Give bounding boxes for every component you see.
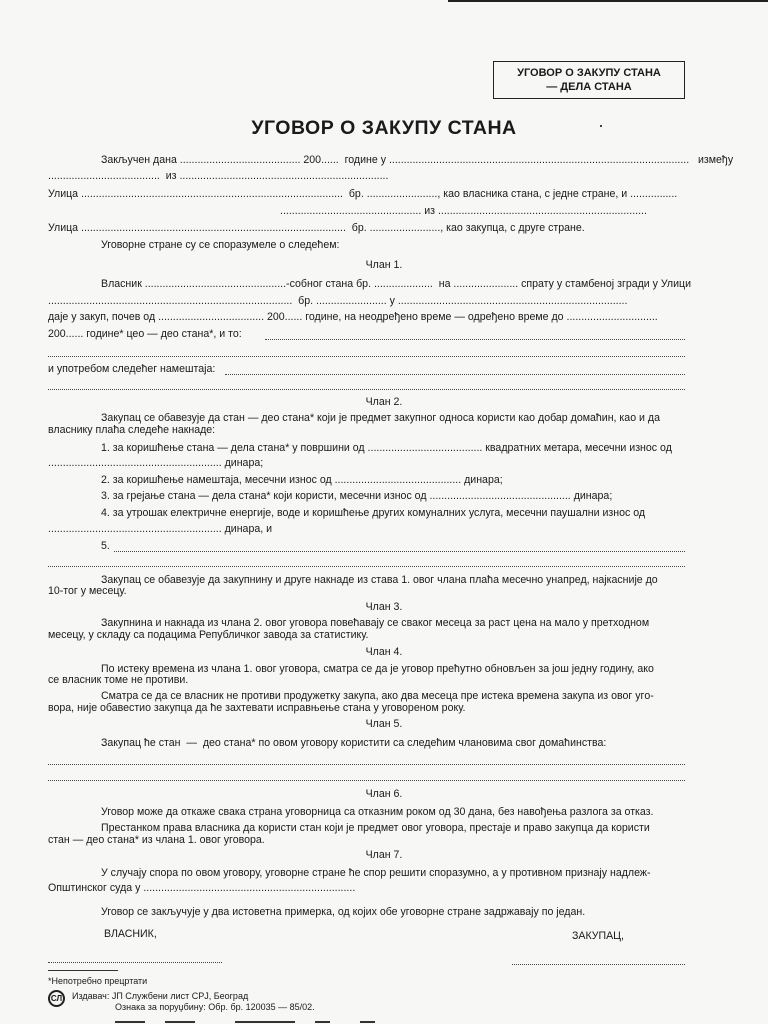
bottom-edge-mark (165, 1021, 195, 1023)
intro-street-1: Улица ......................................................................................... бр. ........................, као власника стана, с једне стране, и ................ (48, 188, 678, 200)
tenant-signature-label: ЗАКУПАЦ, (572, 930, 624, 942)
article-6-heading: Члан 6. (365, 788, 403, 800)
article-2-item-5: 5. (101, 540, 110, 552)
intro-concluded: Закључен дана ......................................... 200...... године у ...................................................................................................... између (101, 154, 734, 166)
header-box (493, 61, 685, 99)
article-3-heading: Члан 3. (365, 601, 403, 613)
footnote-rule (48, 970, 118, 971)
article-6-line-2: Престанком права власника да користи стан који је предмет овог уговора, престаје и право закупца да користи (101, 822, 650, 834)
fill-line (48, 764, 685, 765)
article-2-pay-1: Закупац се обавезује да закупнину и друге накнаде из става 1. овог члана плаћа месечно унапред, најкасније до (101, 574, 658, 586)
article-6-line-3: стан — део стана* из члана 1. овог уговора. (48, 834, 265, 846)
document-title: УГОВОР О ЗАКУПУ СТАНА (251, 117, 517, 139)
bottom-edge-mark (235, 1021, 295, 1023)
fill-line (48, 356, 685, 357)
intro-street-2: Улица .......................................................................................... бр. ........................, као закупца, с друге стране. (48, 222, 585, 234)
intro-from-2: ................................................ из ....................................................................... (280, 205, 647, 217)
order-code-line: Ознака за поруџбину: Обр. бр. 120035 — 85/02. (115, 1002, 315, 1012)
fill-line (48, 780, 685, 781)
header-box-line-1: УГОВОР О ЗАКУПУ СТАНА (517, 67, 661, 79)
article-1-line-3: даје у закуп, почев од .................................... 200...... године, на неодређено време — одређено време до ............................... (48, 311, 658, 323)
bottom-edge-mark (360, 1021, 375, 1023)
speck (600, 125, 602, 127)
intro-from-1: ...................................... из ....................................................................... (48, 170, 389, 182)
bottom-edge-mark (315, 1021, 330, 1023)
article-5-line-1: Закупац ће стан — део стана* по овом уговору користити са следећим члановима свог домаћинства: (101, 737, 607, 749)
article-4-line-2: се власник томе не противи. (48, 674, 189, 686)
article-2-line-2: власнику плаћа следеће накнаде: (48, 424, 216, 436)
article-5-heading: Члан 5. (365, 718, 403, 730)
article-2-heading: Члан 2. (365, 396, 403, 408)
tenant-signature-line (512, 964, 685, 965)
article-2-pay-2: 10-тог у месецу. (48, 585, 127, 597)
page-edge-line (448, 0, 768, 2)
publisher-logo-icon: СЛ (48, 990, 65, 1007)
article-2-item-4b: ........................................................... динара, и (48, 523, 273, 535)
article-1-line-5: и употребом следећег намештаја: (48, 363, 216, 375)
intro-agreed: Уговорне стране су се споразумеле о следећем: (101, 239, 340, 251)
footnote: *Непотребно прецртати (48, 976, 148, 986)
article-2-item-1: 1. за коришћење стана — дела стана* у површини од ....................................... квадратних метара, месечни износ од (101, 442, 672, 454)
article-7-line-3: Уговор се закључује у два истоветна примерка, од којих обе уговорне стране задржавају по један. (101, 906, 586, 918)
article-2-item-1b: ........................................................... динара; (48, 457, 264, 469)
article-7-heading: Члан 7. (365, 849, 403, 861)
article-3-line-2: месецу, у складу са подацима Републичког завода за статистику. (48, 629, 369, 641)
fill-line (48, 566, 685, 567)
publisher-line: Издавач: ЈП Службени лист СРЈ, Београд (72, 991, 249, 1001)
article-4-line-4: вора, није обавестио закупца да ће захтевати исправњење стана у уговореном року. (48, 702, 466, 714)
article-1-heading: Члан 1. (365, 259, 403, 271)
article-1-line-4: 200...... године* цео — део стана*, и то: (48, 328, 242, 340)
article-1-line-1: Власник ................................................-собног стана бр. .................... на ...................... спрату у стамбеној згради у Улици (101, 278, 691, 290)
article-2-item-4: 4. за утрошак електричне енергије, воде и коришћење других комуналних услуга, месечни паушални износ од (101, 507, 646, 519)
article-6-line-1: Уговор може да откаже свака страна уговорница са отказним роком од 30 дана, без навођења разлога за отказ. (101, 806, 654, 818)
fill-line (48, 389, 685, 390)
article-7-line-1: У случају спора по овом уговору, уговорне стране ће спор решити споразумно, а у противном признају надлеж- (101, 867, 651, 879)
fill-line (265, 339, 685, 340)
article-3-line-1: Закупнина и накнада из члана 2. овог уговора повећавају се сваког месеца за раст цена на мало у претходном (101, 617, 650, 629)
article-4-line-3: Сматра се да се власник не противи продужетку закупа, ако два месеца пре истека времена закупа из овог угo- (101, 690, 654, 702)
article-4-line-1: По истеку времена из члана 1. овог уговора, сматра се да је уговор прећутно обновљен за још једну годину, ако (101, 663, 654, 675)
fill-line (225, 374, 685, 375)
article-2-line-1: Закупац се обавезује да стан — део стана* који је предмет закупног односа користи као добар домаћин, као и да (101, 412, 660, 424)
owner-signature-line (48, 962, 222, 963)
owner-signature-label: ВЛАСНИК, (104, 928, 157, 940)
fill-line (114, 551, 685, 552)
article-2-item-2: 2. за коришћење намештаја, месечни износ од ........................................... динара; (101, 474, 503, 486)
header-box-line-2: — ДЕЛА СТАНА (546, 81, 632, 93)
article-7-line-2: Општинског суда у ........................................................................ (48, 882, 356, 894)
bottom-edge-mark (115, 1021, 145, 1023)
article-2-item-3: 3. за грејање стана — дела стана* који користи, месечни износ од ................................................ динара; (101, 490, 613, 502)
article-1-line-2: ................................................................................... бр. ........................ у .............................................................................. (48, 295, 628, 307)
article-4-heading: Члан 4. (365, 646, 403, 658)
